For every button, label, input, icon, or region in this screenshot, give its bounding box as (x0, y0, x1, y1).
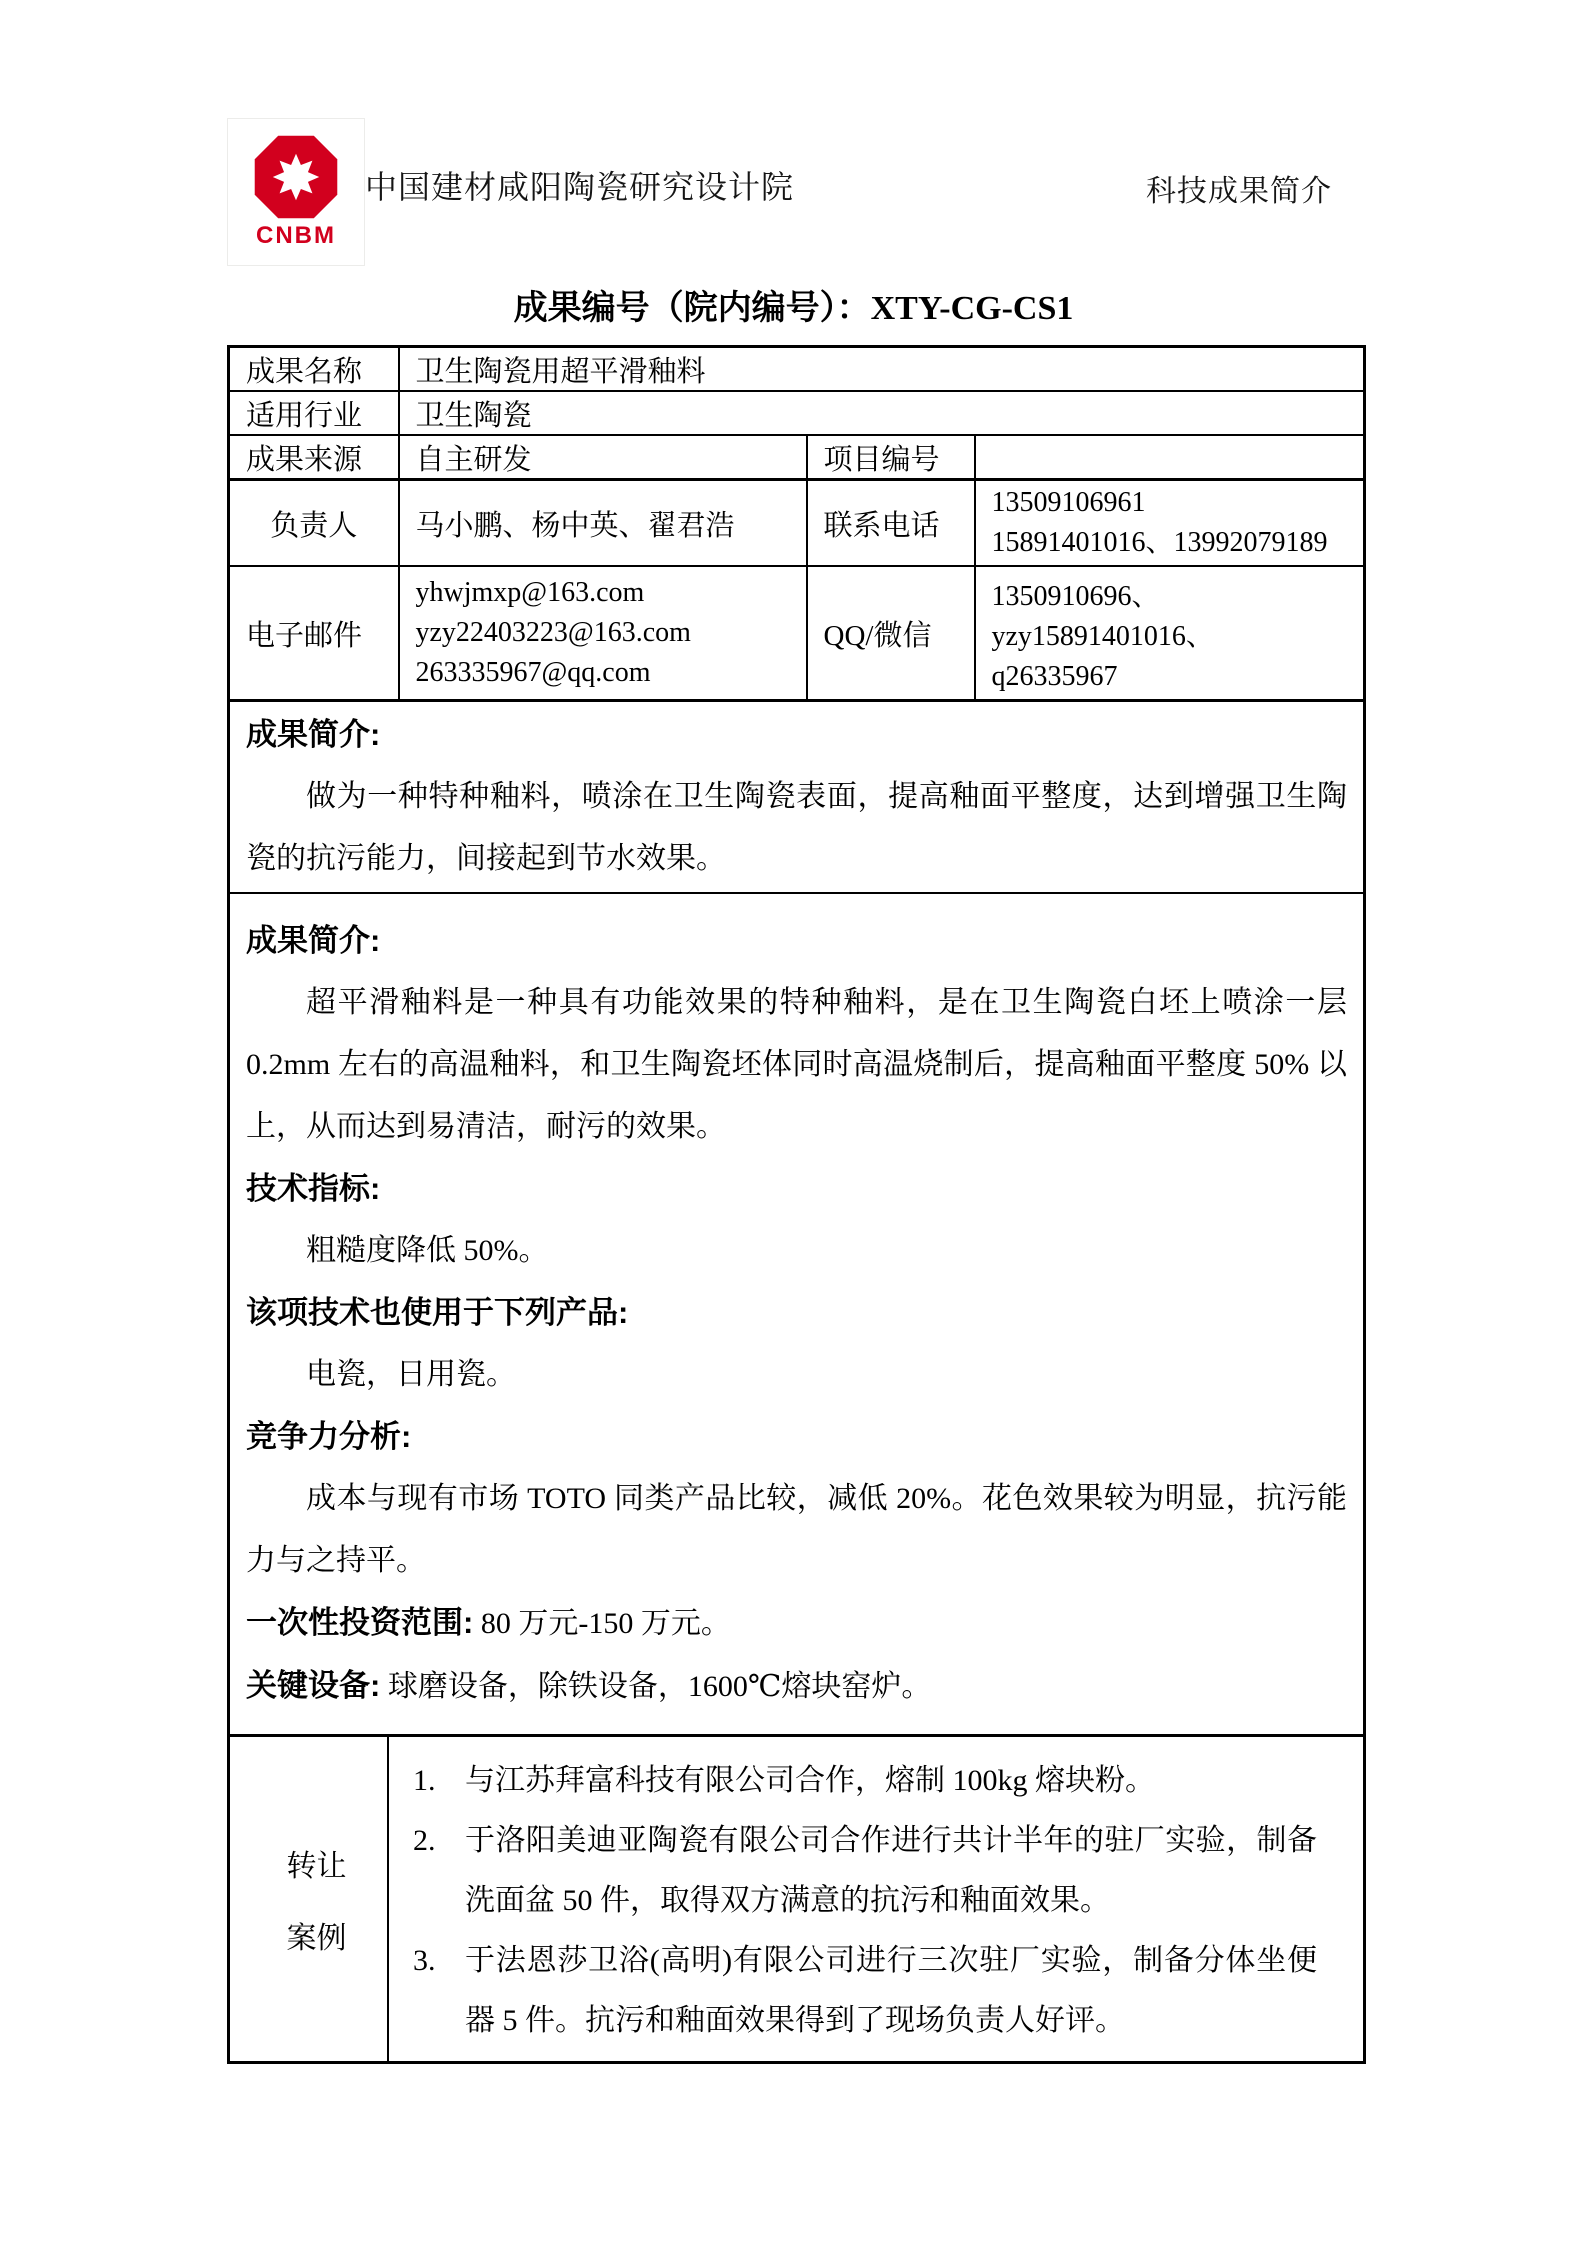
row-principal (229, 480, 1365, 567)
field-value-achievement-name: 卫生陶瓷用超平滑釉料 (399, 347, 1365, 392)
field-value-industry: 卫生陶瓷 (399, 391, 1365, 435)
field-value-qq-wechat (975, 566, 1365, 701)
field-label-industry: 适用行业 (229, 391, 399, 435)
competitiveness-text: 成本与现有市场 TOTO 同类产品比较，减低 20%。花色效果较为明显，抗污能力与之持平。 (246, 1482, 1347, 1577)
other-products-heading: 该项技术也使用于下列产品: (246, 1295, 629, 1330)
tech-text: 粗糙度降低 50%。 (306, 1234, 549, 1267)
transfer-wrap (246, 1737, 1347, 2061)
transfer-case-text: 与江苏拜富科技有限公司合作，熔制 100kg 熔块粉。 (465, 1764, 1155, 1797)
tech-heading: 技术指标: (246, 1171, 381, 1206)
achievement-form-table (227, 345, 1366, 2064)
transfer-case-text: 于法恩莎卫浴(高明)有限公司进行三次驻厂实验，制备分体坐便器 5 件。抗污和釉面效果得到了现场负责人好评。 (465, 1944, 1317, 2037)
field-label-email: 电子邮件 (229, 566, 399, 701)
transfer-label-line-1: 转让 (286, 1850, 347, 1883)
field-label-project-number: 项目编号 (807, 435, 975, 480)
transfer-case-item (413, 1931, 1317, 2051)
investment-line (246, 1592, 1347, 1655)
field-value-email (399, 566, 807, 701)
field-label-principal: 负责人 (229, 480, 399, 567)
row-transfer-cases (229, 1736, 1365, 2063)
field-value-project-number (975, 435, 1365, 480)
page-header (227, 0, 1362, 260)
qq-line-2: q26335967 (991, 661, 1118, 692)
row-sections-main (229, 893, 1365, 1736)
row-source (229, 435, 1365, 480)
transfer-case-item (413, 1751, 1317, 1811)
section-summary-1 (229, 701, 1365, 894)
row-email (229, 566, 1365, 701)
cnbm-logo (227, 118, 365, 266)
institution-name: 中国建材咸阳陶瓷研究设计院 (365, 169, 795, 205)
other-products-text: 电瓷，日用瓷。 (306, 1358, 516, 1391)
email-line-3: 263335967@qq.com (415, 657, 651, 688)
transfer-case-number: 3. (413, 1944, 436, 1977)
transfer-case-list (389, 1737, 1347, 2061)
transfer-case-text: 于洛阳美迪亚陶瓷有限公司合作进行共计半年的驻厂实验，制备洗面盆 50 件，取得双方满意的抗污和釉面效果。 (465, 1824, 1317, 1917)
section-main-block (229, 893, 1365, 1736)
field-value-source: 自主研发 (399, 435, 807, 480)
page-title: 成果编号（院内编号）：XTY-CG-CS1 (513, 290, 1074, 327)
competitiveness-heading: 竞争力分析: (246, 1419, 412, 1454)
section-transfer-cases (229, 1736, 1365, 2063)
transfer-case-item (413, 1811, 1317, 1931)
field-value-principal: 马小鹏、杨中英、翟君浩 (399, 480, 807, 567)
field-label-achievement-name: 成果名称 (229, 347, 399, 392)
row-achievement-name (229, 347, 1365, 392)
summary-1-text: 做为一种特种釉料，喷涂在卫生陶瓷表面，提高釉面平整度，达到增强卫生陶瓷的抗污能力，间接起到节水效果。 (246, 780, 1347, 875)
qq-line-1: 1350910696、yzy15891401016、 (991, 581, 1214, 652)
summary-2-heading: 成果简介: (246, 923, 381, 958)
field-label-qq-wechat: QQ/微信 (807, 566, 975, 701)
transfer-label-line-2: 案例 (286, 1922, 347, 1955)
field-label-phone: 联系电话 (807, 480, 975, 567)
summary-1-heading: 成果简介: (246, 717, 381, 752)
email-line-2: yzy22403223@163.com (415, 617, 691, 648)
field-value-phone (975, 480, 1365, 567)
row-industry (229, 391, 1365, 435)
equipment-text: 球磨设备，除铁设备，1600℃熔块窑炉。 (387, 1670, 932, 1703)
summary-2-text: 超平滑釉料是一种具有功能效果的特种釉料，是在卫生陶瓷白坯上喷涂一层 0.2mm 左右的高温釉料，和卫生陶瓷坯体同时高温烧制后，提高釉面平整度 50% 以上，从而达到易清洁，耐污的效果。 (246, 986, 1347, 1143)
transfer-label (246, 1737, 389, 2061)
cnbm-logo-text: CNBM (256, 222, 336, 249)
phone-line-1: 13509106961 (991, 487, 1146, 518)
equipment-line (246, 1655, 1347, 1718)
document-type-label: 科技成果简介 (1146, 175, 1332, 208)
row-summary-1 (229, 701, 1365, 894)
phone-line-2: 15891401016、13992079189 (991, 527, 1328, 558)
transfer-case-number: 2. (413, 1824, 436, 1857)
equipment-label: 关键设备: (246, 1668, 381, 1703)
investment-label: 一次性投资范围: (246, 1605, 474, 1640)
cnbm-octagon-star-icon (253, 134, 339, 220)
investment-text: 80 万元-150 万元。 (480, 1607, 731, 1640)
email-line-1: yhwjmxp@163.com (415, 577, 645, 608)
transfer-case-number: 1. (413, 1764, 436, 1797)
field-label-source: 成果来源 (229, 435, 399, 480)
